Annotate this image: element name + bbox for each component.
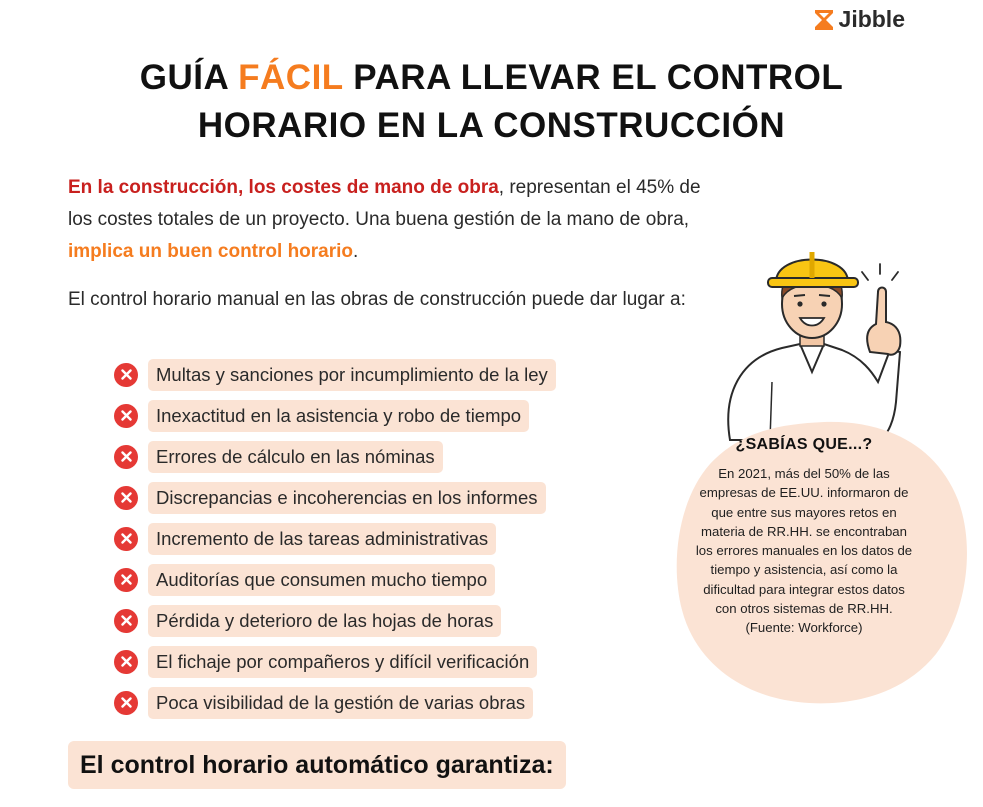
list-item [114,436,556,477]
x-circle-icon [114,691,138,715]
did-you-know-body: En 2021, más del 50% de las empresas de EE.UU. informaron de que entre sus mayores retos en materia de RR.HH. se encontraban los errores manuales en los datos de tiempo y asistencia, así como la dificultad para integrar estos datos con otros sistemas de RR.HH. (Fuente: Workforce) [695,466,913,636]
logo-text: Jibble [838,6,905,32]
problem-label: Inexactitud en la asistencia y robo de tiempo [148,400,529,432]
did-you-know-heading: ¿SABÍAS QUE...? [735,436,873,453]
x-circle-icon [114,445,138,469]
x-circle-icon [114,650,138,674]
problem-label: Incremento de las tareas administrativas [148,523,496,555]
x-circle-icon [114,527,138,551]
did-you-know-box [694,436,914,638]
problem-label: Pérdida y deterioro de las hojas de horas [148,605,501,637]
problem-list [114,354,556,723]
list-item [114,559,556,600]
page-title [0,54,983,150]
title-accent: FÁCIL [238,58,344,97]
list-item [114,477,556,518]
list-item [114,518,556,559]
title-part1: GUÍA [139,58,239,97]
list-item [114,641,556,682]
x-circle-icon [114,609,138,633]
problem-label: Poca visibilidad de la gestión de varias obras [148,687,533,719]
bottom-banner: El control horario automático garantiza: [68,741,566,789]
x-circle-icon [114,486,138,510]
construction-worker-illustration [712,232,912,442]
problem-label: Discrepancias e incoherencias en los informes [148,482,546,514]
problem-label: Multas y sanciones por incumplimiento de la ley [148,359,556,391]
problem-label: El fichaje por compañeros y difícil verificación [148,646,537,678]
intro-text2: . [353,241,359,262]
title-line2: HORARIO EN LA CONSTRUCCIÓN [197,106,786,145]
jibble-logo [813,6,905,33]
intro-highlight2: implica un buen control horario [68,241,354,262]
intro-highlight: En la construcción, los costes de mano de obra [68,177,499,198]
list-item [114,600,556,641]
intro2-paragraph: El control horario manual en las obras de construcción puede dar lugar a: [68,289,686,310]
list-item [114,354,556,395]
title-part2: PARA LLEVAR EL CONTROL [343,58,844,97]
x-circle-icon [114,404,138,428]
x-circle-icon [114,363,138,387]
intro-paragraph [68,172,718,268]
list-item [114,395,556,436]
problem-label: Auditorías que consumen mucho tiempo [148,564,495,596]
list-item [114,682,556,723]
problem-label: Errores de cálculo en las nóminas [148,441,443,473]
intro-text1: , representan el 45% de los costes totales de un proyecto. Una buena gestión de la mano de obra, [68,177,701,230]
hourglass-icon [813,8,835,32]
x-circle-icon [114,568,138,592]
